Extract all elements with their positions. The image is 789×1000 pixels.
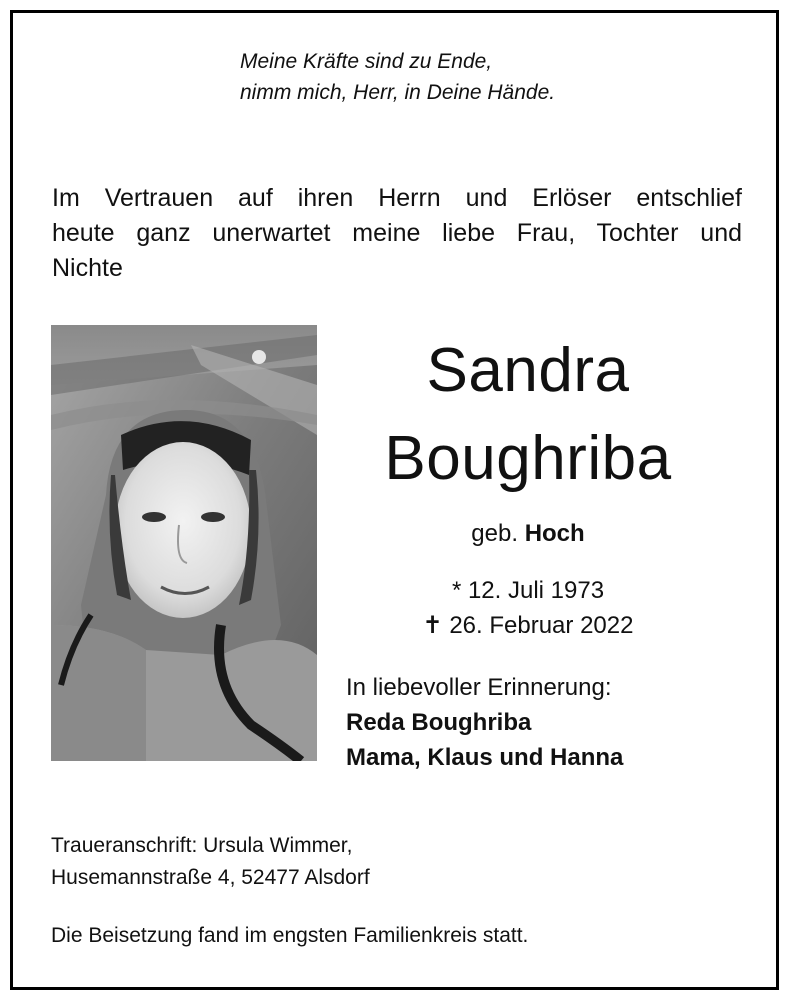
- burial-note: Die Beisetzung fand im engsten Familienkreis statt.: [51, 924, 529, 947]
- intro-line-3: Nichte: [52, 254, 123, 282]
- verse-line-2: nimm mich, Herr, in Deine Hände.: [240, 81, 556, 104]
- intro-line-1: Im Vertrauen auf ihren Herrn und Erlöser entschlief: [52, 184, 742, 212]
- last-name: Boughriba: [384, 424, 672, 493]
- birth-date: * 12. Juli 1973: [451, 577, 605, 604]
- intro-text: [52, 181, 742, 286]
- death-date: 26. Februar 2022: [449, 612, 634, 639]
- verse: [240, 46, 555, 108]
- cross-icon: ✝: [422, 612, 443, 639]
- maiden-name: Hoch: [524, 520, 585, 547]
- death-date-row: [343, 608, 713, 643]
- maiden-prefix: geb.: [471, 520, 519, 547]
- obituary-frame: [10, 10, 779, 990]
- mourner-2: Mama, Klaus und Hanna: [346, 744, 624, 771]
- intro-line-2: heute ganz unerwartet meine liebe Frau, Tochter und: [52, 219, 742, 247]
- mourners-block: [346, 670, 623, 775]
- address-line-2: Husemannstraße 4, 52477 Alsdorf: [51, 866, 370, 889]
- life-dates: [343, 573, 713, 643]
- portrait-photo: [51, 325, 317, 761]
- portrait-image: [51, 325, 317, 761]
- first-name: Sandra: [426, 336, 630, 405]
- mourning-address: [51, 830, 370, 894]
- maiden-name-line: [343, 520, 713, 548]
- verse-line-1: Meine Kräfte sind zu Ende,: [240, 50, 493, 73]
- mourner-1: Reda Boughriba: [346, 709, 532, 736]
- memory-heading: In liebevoller Erinnerung:: [346, 674, 612, 701]
- address-line-1: Traueranschrift: Ursula Wimmer,: [51, 834, 353, 857]
